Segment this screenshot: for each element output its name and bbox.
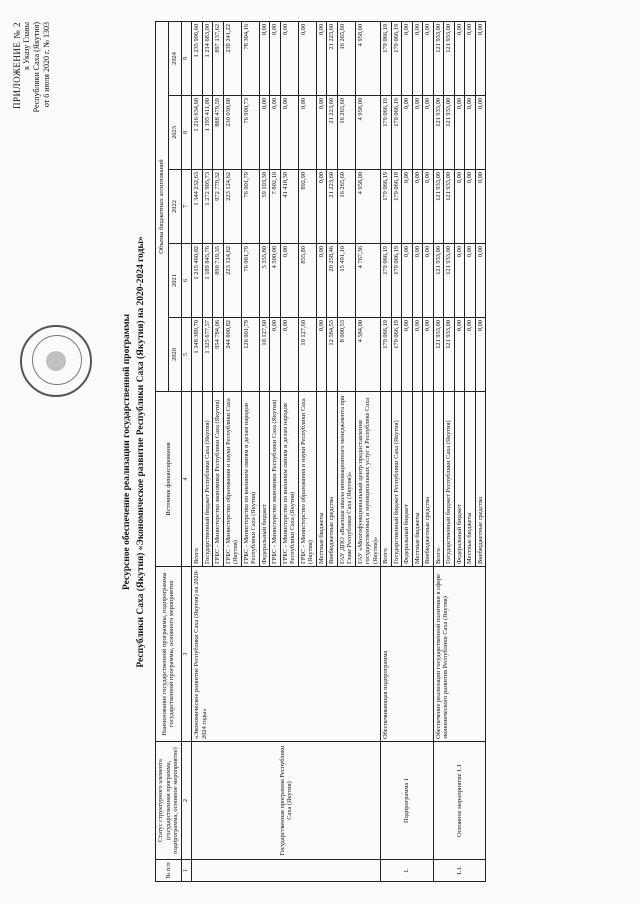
amount-cell: 0,00 [475, 21, 486, 95]
element-name: «Экономическое развитие Республики Саха (Якутия) на 2020-2024 годы» [192, 567, 381, 742]
amount-cell: 21 223,60 [327, 170, 338, 244]
amount-cell: 121 933,00 [444, 244, 455, 318]
amount-cell: 179 066,19 [391, 96, 402, 170]
amount-cell: 5 355,80 [259, 244, 270, 318]
amount-cell: 121 933,00 [444, 21, 455, 95]
amount-cell: 0,00 [298, 96, 316, 170]
funding-source: ГРБС - Министерство экономики Республики Саха (Якутия) [270, 392, 281, 567]
amount-cell: 4 500,00 [270, 244, 281, 318]
amount-cell: 0,00 [259, 96, 270, 170]
structural-status: Государственная программа Республики Саха (Якутия) [192, 742, 381, 860]
funding-source: Государственный бюджет Республики Саха (Якутия) [391, 392, 402, 567]
amount-cell: 0,00 [454, 170, 465, 244]
index-cell: 6 [181, 244, 192, 318]
index-row [181, 21, 192, 881]
appendix-line: от 6 июля 2020 г. № 1303 [42, 22, 51, 108]
amount-cell: 0,00 [270, 318, 281, 392]
amount-cell: 10 127,60 [259, 318, 270, 392]
amount-cell: 0,00 [280, 21, 298, 95]
funding-source: Государственный бюджет Республики Саха (Якутия) [444, 392, 455, 567]
funding-source: ГРБС - Министерство образования и науки Республики Саха (Якутия) [298, 392, 316, 567]
amount-cell: 0,00 [465, 244, 476, 318]
funding-source: Местные бюджеты [316, 392, 327, 567]
funding-source: ГРБС - Министерство по внешним связям и делам народов Республики Саха (Якутия) [241, 392, 259, 567]
amount-cell: 76 001,79 [241, 170, 259, 244]
funding-source: Государственный бюджет Республики Саха (Якутия) [202, 392, 213, 567]
amount-cell: 4 958,00 [355, 21, 381, 95]
amount-cell: 1 344 232,63 [192, 170, 203, 244]
amount-cell: 7 802,10 [270, 170, 281, 244]
amount-cell: 0,00 [412, 96, 423, 170]
amount-cell: 0,00 [412, 244, 423, 318]
amount-cell: 179 066,19 [391, 244, 402, 318]
appendix-block [12, 22, 52, 112]
funding-source: Внебюджетные средства [475, 392, 486, 567]
amount-cell: 121 933,00 [433, 96, 444, 170]
col-header-year: 2023 [168, 96, 181, 170]
funding-source: ГРБС - Министерство по внешним связям и делам народов Республики Саха (Якутия) [280, 392, 298, 567]
amount-cell: 0,00 [423, 244, 434, 318]
col-header-source: Источник финансирования [156, 392, 182, 567]
funding-source: ГАУ ДПО «Высшая школа инновационного менеджмента при Главе Республики Саха (Якутия)» [337, 392, 355, 567]
amount-cell: 0,00 [412, 318, 423, 392]
amount-cell: 20 258,46 [327, 244, 338, 318]
amount-cell: 121 933,00 [444, 318, 455, 392]
amount-cell: 244 800,82 [223, 318, 241, 392]
amount-cell: 230 030,68 [223, 96, 241, 170]
table-row [192, 21, 203, 881]
col-header-status: Статус структурного элемента (государственная программа, подпрограмма, основное мероприятие) [156, 742, 182, 860]
amount-cell: 0,00 [316, 318, 327, 392]
amount-cell: 0,00 [402, 21, 413, 95]
rotated-page [0, 2, 640, 902]
amount-cell: 121 933,00 [444, 170, 455, 244]
amount-cell: 0,00 [402, 170, 413, 244]
table-body [192, 21, 486, 881]
amount-cell: 972 779,32 [213, 170, 224, 244]
funding-source: ГРБС - Министерство образования и науки Республики Саха (Якутия) [223, 392, 241, 567]
funding-source: Федеральный бюджет [454, 392, 465, 567]
amount-cell: 0,00 [270, 21, 281, 95]
index-cell: 5 [181, 318, 192, 392]
funding-source: Всего [192, 392, 203, 567]
amount-cell: 0,00 [423, 318, 434, 392]
amount-cell: 16 265,60 [337, 21, 355, 95]
amount-cell: 0,00 [454, 21, 465, 95]
amount-cell: 0,00 [298, 21, 316, 95]
amount-cell: 12 584,53 [327, 318, 338, 392]
amount-cell: 0,00 [465, 96, 476, 170]
amount-cell: 76 001,79 [241, 244, 259, 318]
amount-cell: 0,00 [402, 318, 413, 392]
amount-cell: 4 958,00 [355, 96, 381, 170]
col-header-year: 2022 [168, 170, 181, 244]
amount-cell: 0,00 [475, 318, 486, 392]
amount-cell: 10 127,60 [298, 318, 316, 392]
amount-cell: 0,00 [280, 244, 298, 318]
table-row [433, 21, 444, 881]
index-cell: 4 [181, 392, 192, 567]
amount-cell: 0,00 [402, 96, 413, 170]
amount-cell: 0,00 [454, 318, 465, 392]
appendix-title: ПРИЛОЖЕНИЕ № 2 [12, 22, 22, 110]
amount-cell: 179 066,19 [391, 170, 402, 244]
row-number: 1. [381, 860, 434, 882]
amount-cell: 4 767,36 [355, 244, 381, 318]
amount-cell: 0,00 [259, 21, 270, 95]
amount-cell: 121 933,00 [433, 318, 444, 392]
amount-cell: 0,00 [280, 96, 298, 170]
appendix-line: к Указу Главы [22, 22, 31, 70]
amount-cell: 954 784,06 [213, 318, 224, 392]
index-cell: 8 [181, 96, 192, 170]
amount-cell: 59 103,30 [259, 170, 270, 244]
amount-cell: 0,00 [423, 21, 434, 95]
element-name: Обеспечение реализации государственной политики в сфере экономического развития Республики Саха (Якутия) [433, 567, 486, 742]
amount-cell: 0,00 [423, 96, 434, 170]
seal-emblem [46, 351, 66, 371]
amount-cell: 0,00 [465, 170, 476, 244]
amount-cell: 121 933,00 [433, 170, 444, 244]
amount-cell: 0,00 [454, 96, 465, 170]
amount-cell: 223 124,62 [223, 244, 241, 318]
funding-source: Федеральный бюджет [259, 392, 270, 567]
amount-cell: 1 195 411,00 [202, 96, 213, 170]
amount-cell: 888 479,59 [213, 96, 224, 170]
amount-cell: 179 066,19 [381, 21, 392, 95]
amount-cell: 0,00 [475, 96, 486, 170]
amount-cell: 1 214 683,00 [202, 21, 213, 95]
document-subtitle: Республики Саха (Якутия) «Экономическое развитие Республики Саха (Якутия) на 2020-2024 годы» [136, 236, 146, 668]
amount-cell: 0,00 [316, 170, 327, 244]
index-cell: 7 [181, 170, 192, 244]
structural-status: Подпрограмма 1 [381, 742, 434, 860]
amount-cell: 0,00 [402, 244, 413, 318]
resource-table [155, 21, 486, 882]
col-header-year: 2024 [168, 21, 181, 95]
amount-cell: 21 223,60 [327, 96, 338, 170]
index-cell: 9 [181, 21, 192, 95]
amount-cell: 4 958,00 [355, 170, 381, 244]
amount-cell: 16 265,60 [337, 170, 355, 244]
amount-cell: 121 933,00 [444, 96, 455, 170]
amount-cell: 0,00 [475, 170, 486, 244]
amount-cell: 0,00 [316, 244, 327, 318]
amount-cell: 0,00 [280, 318, 298, 392]
amount-cell: 0,00 [316, 96, 327, 170]
col-header-year: 2021 [168, 244, 181, 318]
amount-cell: 179 066,19 [391, 21, 402, 95]
amount-cell: 76 900,73 [241, 96, 259, 170]
funding-source: Всего [433, 392, 444, 567]
col-header-volumes: Объемы бюджетных ассигнований [156, 21, 169, 391]
col-header-num: № п/п [156, 860, 182, 882]
amount-cell: 15 491,10 [337, 244, 355, 318]
funding-source: ГРБС - Министерство экономики Республики Саха (Якутия) [213, 392, 224, 567]
amount-cell: 0,00 [412, 170, 423, 244]
row-number: 1.1. [433, 860, 486, 882]
funding-source: Местные бюджеты [412, 392, 423, 567]
amount-cell: 890 719,35 [213, 244, 224, 318]
amount-cell: 223 124,62 [223, 170, 241, 244]
amount-cell: 78 304,16 [241, 21, 259, 95]
amount-cell: 121 933,00 [433, 21, 444, 95]
document-title: Ресурсное обеспечение реализации государственной программы [122, 313, 132, 591]
amount-cell: 0,00 [475, 244, 486, 318]
amount-cell: 179 066,19 [381, 318, 392, 392]
amount-cell: 855,80 [298, 244, 316, 318]
amount-cell: 1 272 905,73 [202, 170, 213, 244]
amount-cell: 179 066,19 [391, 318, 402, 392]
col-header-name: Наименование государственной программы, подпрограммы государственной программы, основного мероприятия [156, 567, 182, 742]
amount-cell: 4 584,00 [355, 318, 381, 392]
amount-cell: 8 000,53 [337, 318, 355, 392]
amount-cell: 16 265,60 [337, 96, 355, 170]
amount-cell: 0,00 [423, 170, 434, 244]
amount-cell: 1 348 389,70 [192, 318, 203, 392]
funding-source: Внебюджетные средства [423, 392, 434, 567]
amount-cell: 41 418,30 [280, 170, 298, 244]
amount-cell: 1 325 677,57 [202, 318, 213, 392]
amount-cell: 1 235 906,60 [192, 21, 203, 95]
header-row [156, 21, 169, 881]
amount-cell: 1 189 845,76 [202, 244, 213, 318]
funding-source: ГАУ «Многофункциональный центр предоставления государственных и муниципальных услуг в Республике Саха (Якутия)» [355, 392, 381, 567]
funding-source: Местные бюджеты [465, 392, 476, 567]
amount-cell: 179 066,19 [381, 244, 392, 318]
index-cell: 1 [181, 860, 192, 882]
amount-cell: 239 241,22 [223, 21, 241, 95]
document-header [0, 2, 170, 902]
amount-cell: 0,00 [454, 244, 465, 318]
amount-cell: 179 066,19 [381, 96, 392, 170]
appendix-line: Республики Саха (Якутия) [32, 22, 41, 113]
amount-cell: 126 001,79 [241, 318, 259, 392]
amount-cell: 0,00 [316, 21, 327, 95]
amount-cell: 0,00 [465, 21, 476, 95]
amount-cell: 892,90 [298, 170, 316, 244]
funding-source: Федеральный бюджет [402, 392, 413, 567]
official-seal [20, 325, 92, 397]
amount-cell: 897 137,62 [213, 21, 224, 95]
table-row [381, 21, 392, 881]
amount-cell: 0,00 [412, 21, 423, 95]
amount-cell: 179 066,19 [381, 170, 392, 244]
amount-cell: 0,00 [465, 318, 476, 392]
amount-cell: 1 216 634,60 [192, 96, 203, 170]
amount-cell: 0,00 [270, 96, 281, 170]
amount-cell: 1 215 460,02 [192, 244, 203, 318]
funding-source: Всего [381, 392, 392, 567]
structural-status: Основное мероприятие 1.1 [433, 742, 486, 860]
index-cell: 3 [181, 567, 192, 742]
col-header-year: 2020 [168, 318, 181, 392]
amount-cell: 21 223,60 [327, 21, 338, 95]
funding-source: Внебюджетные средства [327, 392, 338, 567]
amount-cell: 121 933,00 [433, 244, 444, 318]
index-cell: 2 [181, 742, 192, 860]
row-number [192, 860, 381, 882]
element-name: Обеспечивающая подпрограмма [381, 567, 434, 742]
